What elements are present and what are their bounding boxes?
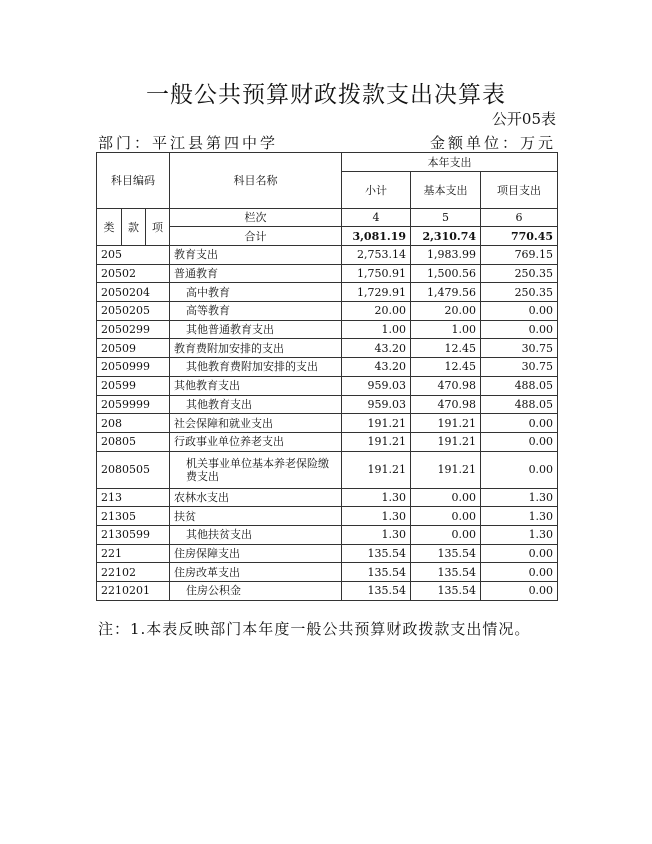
table-row [97, 376, 558, 395]
project-value: 250.35 [481, 264, 558, 283]
basic-value: 0.00 [411, 507, 481, 526]
table-row [97, 582, 558, 601]
subject-name: 其他教育支出 [170, 395, 342, 414]
column-number-4: 4 [342, 209, 411, 227]
header-kuan: 款 [122, 209, 146, 246]
subject-name: 其他扶贫支出 [170, 525, 342, 544]
project-value: 0.00 [481, 582, 558, 601]
table-row [97, 320, 558, 339]
form-number: 公开05表 [491, 110, 556, 128]
department-label: 部门：平江县第四中学 [98, 134, 279, 152]
subject-name: 其他普通教育支出 [170, 320, 342, 339]
subject-name: 其他教育费附加安排的支出 [170, 358, 342, 377]
table-row [97, 544, 558, 563]
subtotal-value: 191.21 [342, 414, 411, 433]
basic-value: 1.00 [411, 320, 481, 339]
subject-code: 2050299 [97, 320, 170, 339]
basic-value: 20.00 [411, 302, 481, 321]
footnote: 注：1.本表反映部门本年度一般公共预算财政拨款支出情况。 [98, 620, 531, 638]
header-name: 科目名称 [170, 153, 342, 209]
subject-name: 机关事业单位基本养老保险缴费支出 [170, 451, 342, 488]
project-value: 769.15 [481, 246, 558, 265]
project-value: 0.00 [481, 302, 558, 321]
subtotal-value: 1,729.91 [342, 283, 411, 302]
table-row [97, 283, 558, 302]
expenditure-table [96, 152, 558, 601]
table-row [97, 432, 558, 451]
project-value: 30.75 [481, 358, 558, 377]
amount-unit-label: 金额单位：万元 [429, 134, 556, 152]
basic-value: 470.98 [411, 395, 481, 414]
project-value: 0.00 [481, 432, 558, 451]
project-value: 488.05 [481, 376, 558, 395]
table-row [97, 451, 558, 488]
subtotal-value: 2,753.14 [342, 246, 411, 265]
total-basic: 2,310.74 [411, 227, 481, 246]
subtotal-value: 1,750.91 [342, 264, 411, 283]
subject-name: 农林水支出 [170, 488, 342, 507]
column-number-6: 6 [481, 209, 558, 227]
table-row [97, 339, 558, 358]
table-row [97, 525, 558, 544]
subject-name: 其他教育支出 [170, 376, 342, 395]
project-value: 0.00 [481, 544, 558, 563]
table-row [97, 488, 558, 507]
subtotal-value: 135.54 [342, 563, 411, 582]
subject-name: 住房保障支出 [170, 544, 342, 563]
project-value: 1.30 [481, 488, 558, 507]
project-value: 0.00 [481, 451, 558, 488]
subject-name: 普通教育 [170, 264, 342, 283]
subtotal-value: 959.03 [342, 395, 411, 414]
subtotal-value: 1.30 [342, 488, 411, 507]
subtotal-value: 135.54 [342, 544, 411, 563]
header-xiang: 项 [146, 209, 170, 246]
subtotal-value: 1.30 [342, 525, 411, 544]
total-label: 合计 [170, 227, 342, 246]
project-value: 0.00 [481, 320, 558, 339]
subject-code: 20599 [97, 376, 170, 395]
basic-value: 135.54 [411, 563, 481, 582]
table-row [97, 302, 558, 321]
subject-code: 2130599 [97, 525, 170, 544]
subject-code: 2050204 [97, 283, 170, 302]
subtotal-value: 135.54 [342, 582, 411, 601]
basic-value: 12.45 [411, 339, 481, 358]
subject-code: 208 [97, 414, 170, 433]
project-value: 0.00 [481, 563, 558, 582]
subject-code: 21305 [97, 507, 170, 526]
project-value: 0.00 [481, 414, 558, 433]
subject-name: 住房改革支出 [170, 563, 342, 582]
subject-code: 221 [97, 544, 170, 563]
subtotal-value: 959.03 [342, 376, 411, 395]
column-number-label: 栏次 [170, 209, 342, 227]
subject-code: 205 [97, 246, 170, 265]
table-row [97, 395, 558, 414]
page-title: 一般公共预算财政拨款支出决算表 [146, 82, 506, 108]
table-row [97, 264, 558, 283]
subtotal-value: 1.00 [342, 320, 411, 339]
header-subtotal: 小计 [342, 172, 411, 209]
basic-value: 135.54 [411, 582, 481, 601]
total-subtotal: 3,081.19 [342, 227, 411, 246]
subtotal-value: 43.20 [342, 339, 411, 358]
subject-code: 2050205 [97, 302, 170, 321]
subject-name: 高中教育 [170, 283, 342, 302]
basic-value: 1,479.56 [411, 283, 481, 302]
subject-name: 教育费附加安排的支出 [170, 339, 342, 358]
table-row [97, 246, 558, 265]
header-lei: 类 [97, 209, 122, 246]
basic-value: 0.00 [411, 488, 481, 507]
subtotal-value: 20.00 [342, 302, 411, 321]
subtotal-value: 191.21 [342, 432, 411, 451]
subject-name: 住房公积金 [170, 582, 342, 601]
subject-code: 213 [97, 488, 170, 507]
subject-code: 2210201 [97, 582, 170, 601]
subject-name: 扶贫 [170, 507, 342, 526]
subject-name: 社会保障和就业支出 [170, 414, 342, 433]
basic-value: 0.00 [411, 525, 481, 544]
table-row [97, 507, 558, 526]
basic-value: 1,500.56 [411, 264, 481, 283]
subject-code: 20502 [97, 264, 170, 283]
header-project: 项目支出 [481, 172, 558, 209]
subject-code: 22102 [97, 563, 170, 582]
subject-code: 2080505 [97, 451, 170, 488]
table-row [97, 358, 558, 377]
subtotal-value: 43.20 [342, 358, 411, 377]
subject-code: 2059999 [97, 395, 170, 414]
subject-code: 2050999 [97, 358, 170, 377]
subtotal-value: 1.30 [342, 507, 411, 526]
header-current-year: 本年支出 [342, 153, 558, 172]
total-project: 770.45 [481, 227, 558, 246]
basic-value: 191.21 [411, 432, 481, 451]
basic-value: 191.21 [411, 451, 481, 488]
table-row [97, 563, 558, 582]
basic-value: 470.98 [411, 376, 481, 395]
project-value: 30.75 [481, 339, 558, 358]
project-value: 1.30 [481, 507, 558, 526]
subject-name: 教育支出 [170, 246, 342, 265]
subtotal-value: 191.21 [342, 451, 411, 488]
project-value: 488.05 [481, 395, 558, 414]
basic-value: 191.21 [411, 414, 481, 433]
subject-code: 20805 [97, 432, 170, 451]
subject-name: 行政事业单位养老支出 [170, 432, 342, 451]
table-row [97, 414, 558, 433]
header-basic: 基本支出 [411, 172, 481, 209]
project-value: 1.30 [481, 525, 558, 544]
project-value: 250.35 [481, 283, 558, 302]
header-code: 科目编码 [97, 153, 170, 209]
column-number-5: 5 [411, 209, 481, 227]
basic-value: 1,983.99 [411, 246, 481, 265]
subject-name: 高等教育 [170, 302, 342, 321]
basic-value: 135.54 [411, 544, 481, 563]
subject-code: 20509 [97, 339, 170, 358]
basic-value: 12.45 [411, 358, 481, 377]
